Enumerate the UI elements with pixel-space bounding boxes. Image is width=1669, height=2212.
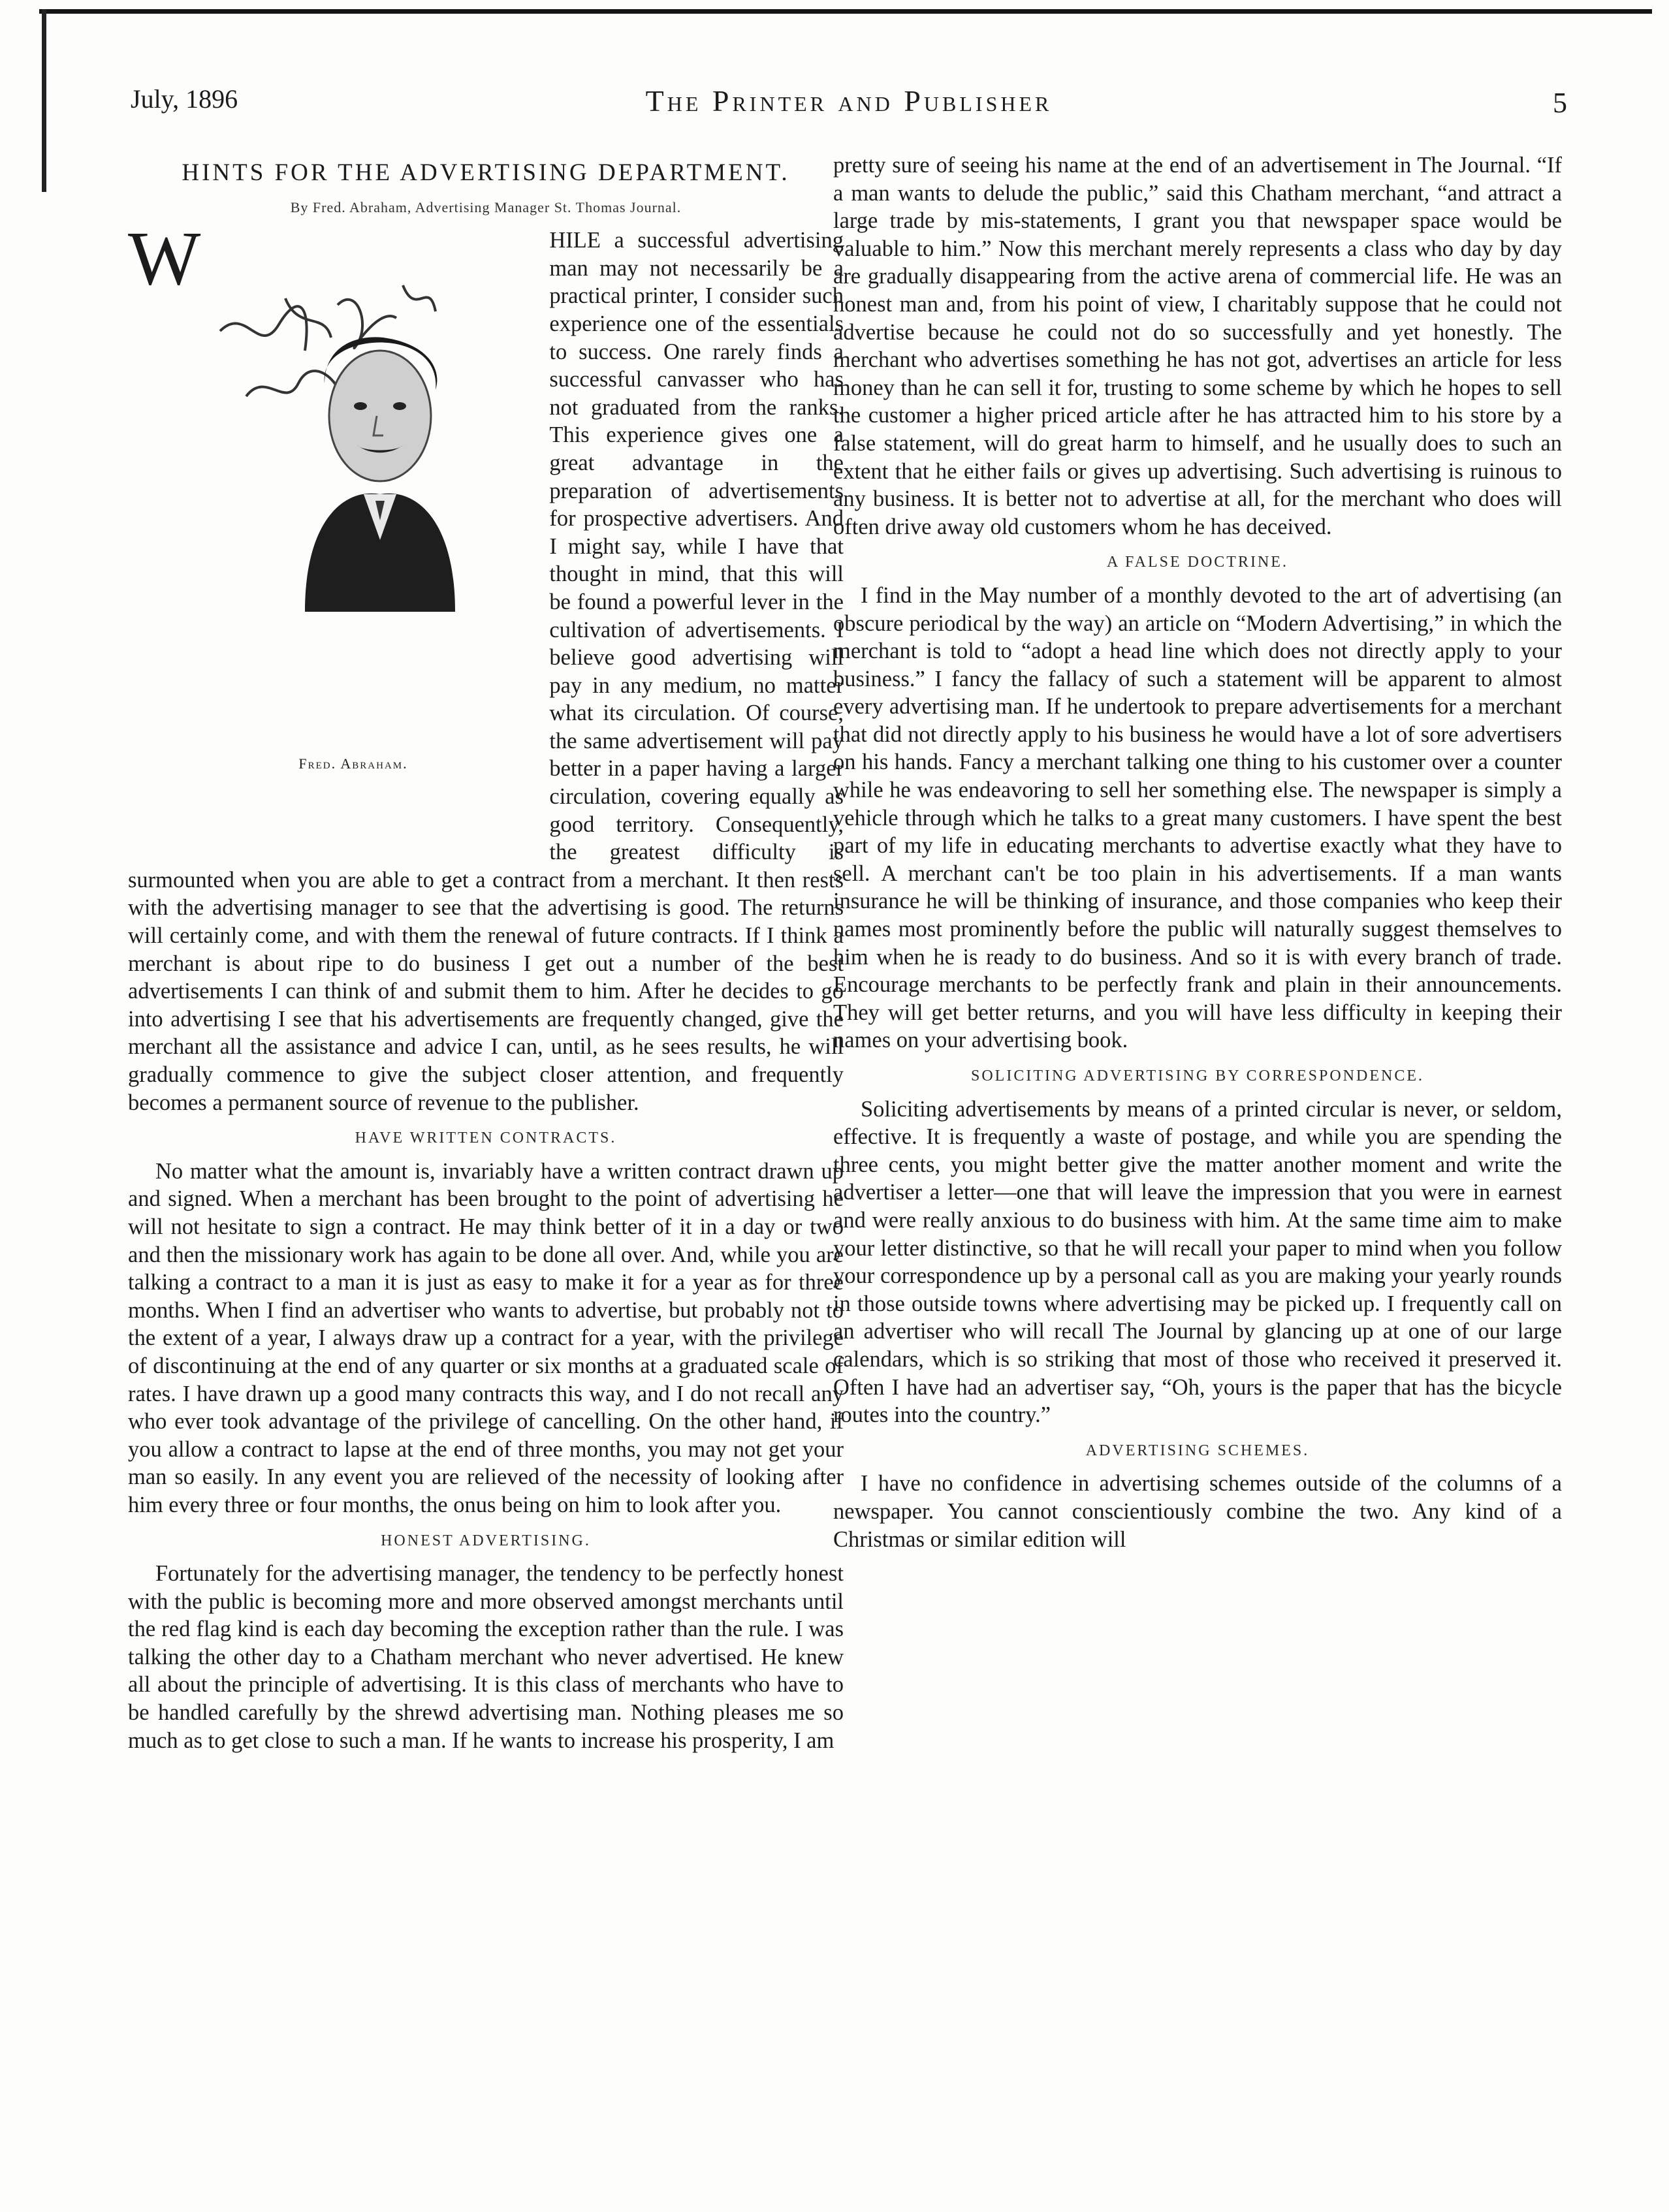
intro-paragraph: HILE a successful advertising man may not necessarily be a practical printer, I consider such experience one of the essentials to success. One rarely finds a successful canvasser who has not graduated from the ranks. This experience gives one a great advantage in the preparation of advertisements for prospective advertisers. And I might say, while I have that thought in mind, that this will be found a powerful lever in the cultivation of advertisements. I believe good advertising will pay in any medium, no matter what its circulation. Of course, the same advertisement will pay better in a paper having a larger circulation, covering equally as good territory. Consequently, the greatest difficulty is surmounted when you are able to get a contract from a merchant. It then rests with the advertising manager to see that the advertising is good. The returns will certainly come, and with them the renewal of future contracts. If I think a merchant is about ripe to do business I get out a number of the best advertisements I can think of and submit them to him. After he decides to go into advertising I see that his advertisements are frequently changed, give the merchant all the assistance and advice I can, until, as he sees results, he will gradually commence to give the subject closer attention, and frequently becomes a permanent source of revenue to the publisher. (128, 228, 844, 1115)
section-text-correspondence: Soliciting advertisements by means of a printed circular is never, or seldom, effective. It is frequently a waste of postage, and while you are spending the three cents, you might better give the matter another moment and write the advertiser a letter—one that will leave the impression that you were in earnest and were really anxious to do business with him. At the same time aim to make your letter distinctive, so that he will recall your paper to mind when you follow your correspondence up by a personal call as you are making your yearly rounds in those outside towns where advertising may be picked up. I frequently call on an advertiser who will recall The Journal by glancing up at one of our large calendars, which is so striking that most of those who received it preserved it. Often I have had an advertiser say, “Oh, yours is the paper that has the bicycle routes into the country.” (833, 1096, 1562, 1428)
journal-title: The Printer and Publisher (645, 84, 1053, 118)
article-title: HINTS FOR THE ADVERTISING DEPARTMENT. (182, 159, 790, 186)
running-header (131, 84, 1567, 123)
section-heading-honest: HONEST ADVERTISING. (381, 1532, 591, 1549)
drop-cap: W (128, 215, 201, 302)
section-text-honest: Fortunately for the advertising manager, the tendency to be perfectly honest with the public is becoming more and more observed amongst merchants until the red flag kind is each day becoming the exception rather than the rule. I was talking the other day to a Chatham merchant who never advertised. He knew all about the principle of advertising. It is this class of merchants who have to be handled carefully by the shrewd advertising man. Nothing pleases me so much as to get close to such a man. If he wants to increase his prosperity, I am (128, 1561, 844, 1753)
section-text-schemes: I have no confidence in advertising schemes outside of the columns of a newspaper. You cannot conscientiously combine the two. Any kind of a Christmas or similar edition will (833, 1471, 1562, 1552)
article-byline: By Fred. Abraham, Advertising Manager St. Thomas Journal. (290, 198, 682, 215)
right-column (833, 151, 1562, 1553)
portrait-caption: Fred. Abraham. (298, 755, 408, 772)
section-heading-correspondence: SOLICITING ADVERTISING BY CORRESPONDENCE. (970, 1067, 1425, 1084)
continuation-paragraph: pretty sure of seeing his name at the end of an advertisement in The Journal. “If a man wants to delude the public,” said this Chatham merchant, “and attract a large trade by mis-statements, I grant you that newspaper space would be valuable to him.” Now this merchant merely represents a class who day by day are gradually disappearing from the active arena of commercial life. He was an honest man and, from his point of view, I charitably suppose that he could not advertise because he could not do so successfully and yet honestly. The merchant who advertises something he has not got, advertises an article for less money than he can sell it for, trusting to some scheme by which he hopes to sell the customer a higher priced article after he has attracted him to his store by a false statement, will do great harm to himself, and he usually does to such an extent that he either fails or gives up advertising. Such advertising is ruinous to any business. It is better not to advertise at all, for the merchant who does will often drive away old customers whom he has deceived. (833, 153, 1562, 539)
section-heading-contracts: HAVE WRITTEN CONTRACTS. (355, 1130, 617, 1147)
section-heading-schemes: ADVERTISING SCHEMES. (1085, 1442, 1310, 1459)
left-column (128, 151, 844, 1754)
portrait-figure (207, 227, 533, 853)
section-heading-false-doctrine: A FALSE DOCTRINE. (1107, 554, 1288, 571)
issue-date: July, 1896 (131, 84, 238, 114)
section-text-false-doctrine: I find in the May number of a monthly devoted to the art of advertising (an obscure periodical by the way) an article on “Modern Advertising,” in which the merchant is told to “adopt a head line which does not directly apply to your business.” I fancy the fallacy of such a statement will be apparent to almost every advertising man. If he undertook to prepare advertisements for a merchant that did not directly apply to his business he would have a lot of sore advertisers on his hands. Fancy a merchant talking one thing to his customer over a counter while he was endeavoring to sell her something else. The newspaper is simply a vehicle through which he talks to a great many customers. I have spent the best part of my life in educating merchants to advertise exactly what they have to sell. A merchant can't be too plain in his advertisements. If a man wants insurance he will be thinking of insurance, and those companies who keep their names most prominently before the public will naturally suggest themselves to him when he is ready to do business. And so it is with every branch of trade. Encourage merchants to be perfectly frank and plain in their announcements. They will get better returns, and you will have less difficulty in keeping their names on your advertising book. (833, 582, 1562, 1053)
section-text-contracts: No matter what the amount is, invariably have a written contract drawn up and signed. When a merchant has been brought to the point of advertising he will not hesitate to sign a contract. He may think better of it in a day or two and then the missionary work has again to be done all over. And, while you are talking a contract to a man it is just as easy to make it for a year as for three months. When I find an advertiser who wants to advertise, but probably not to the extent of a year, I always draw up a contract for a year, with the privilege of discontinuing at the end of any quarter or six months at a graduated scale of rates. I have drawn up a good many contracts this way, and I do not recall any who ever took advantage of the privilege of cancelling. On the other hand, if you allow a contract to lapse at the end of three months, you may not get your man so easily. In any event you are relieved of the necessity of looking after him every three or four months, the onus being on him to look after you. (128, 1158, 844, 1517)
page-number: 5 (1553, 87, 1567, 119)
portrait-image (279, 305, 481, 612)
binding-edge (42, 9, 46, 192)
top-rule (39, 9, 1652, 14)
